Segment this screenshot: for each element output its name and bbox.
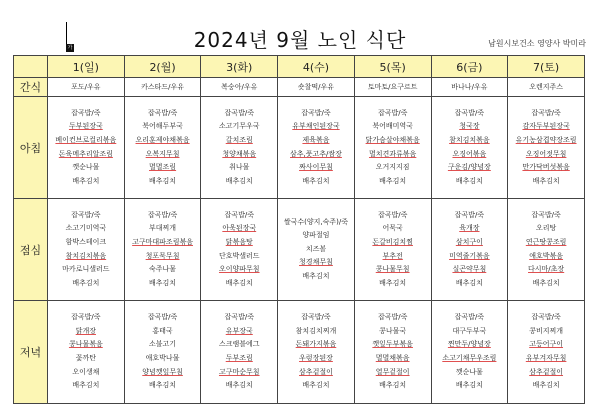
page-title: 2024년 9월 노인 식단 [193,28,407,52]
menu-item: 유기농삼겹약장조림 [515,136,577,145]
menu-item: 짜사이무침 [299,163,333,172]
meal-label: 점심 [14,199,48,301]
menu-item: 유부채인된장국 [292,122,340,131]
menu-item: 참치김치볶음 [449,136,490,145]
menu-item: 배추김치 [379,176,407,185]
menu-item: 구운김/양념장 [447,163,491,172]
day-header: 4(수) [278,56,355,78]
lunch-cell [48,199,125,301]
dinner-cell [354,301,431,404]
menu-item: 유부장국 [225,326,253,335]
menu-item: 배추김치 [302,271,330,280]
menu-item: 배추김치 [455,176,483,185]
menu-item: 배추김치 [379,381,407,390]
menu-item: 두부조림 [225,354,253,363]
meal-row-dinner [14,301,585,404]
menu-item: 실곤약무침 [452,265,487,274]
menu-item: 콩비지찌개 [529,326,564,335]
menu-item: 잡곡밥/죽 [377,210,408,219]
menu-item: 마카로니샐러드 [62,265,110,274]
meal-label: 간식 [14,78,48,97]
menu-item: 배추김치 [532,381,560,390]
menu-item: 스크램블에그 [218,340,260,349]
menu-item: 배추김치 [532,176,560,185]
menu-item: 북어배미역국 [372,122,413,131]
lunch-cell [124,199,201,301]
menu-item: 오이생채 [72,367,100,376]
menu-item: 배추김치 [225,381,253,390]
menu-item: 오리탕 [535,224,557,233]
menu-item: 콩나물국 [379,326,407,335]
menu-item: 제육볶음 [302,136,330,145]
lunch-cell [278,199,355,301]
snack-cell: 토마토/요구르트 [354,78,431,97]
menu-table [13,55,585,404]
menu-item: 잡곡밥/죽 [301,108,331,117]
menu-item: 멸멸조림 [149,163,177,172]
menu-item: 오리훈제야채볶음 [135,136,190,145]
menu-item: 깻순나물 [72,163,100,172]
menu-item: 청양채볶음 [222,149,257,158]
breakfast-cell [48,97,125,199]
menu-item: 참치김치찌개 [295,326,337,335]
menu-item: 참치김치볶음 [65,251,107,260]
menu-item: 대구두부국 [452,326,487,335]
dinner-cell [48,301,125,404]
menu-item: 잡곡밥/죽 [377,313,408,322]
dinner-cell [431,301,508,404]
menu-item: 잡곡밥/죽 [531,210,561,219]
menu-item: 잡곡밥/죽 [147,210,178,219]
menu-item: 잡곡밥/죽 [377,108,408,117]
day-header-row [14,56,585,78]
menu-item: 배추김치 [455,381,483,390]
dinner-cell [124,301,201,404]
menu-item: 배추김치 [302,176,330,185]
menu-item: 아욱된장국 [222,224,257,233]
day-header: 5(목) [354,56,431,78]
menu-item: 다시마/초장 [528,265,565,274]
snack-cell: 카스타드/우유 [124,78,201,97]
menu-item: 청경채무침 [299,258,333,267]
menu-item: 잡곡밥/죽 [224,313,254,322]
menu-item: 숙주나물 [149,265,177,274]
menu-item: 닭볶음탕 [225,237,253,246]
breakfast-cell [124,97,201,199]
menu-item: 오이양파무침 [218,265,260,274]
menu-item: 부추전 [382,251,403,260]
menu-item: 우렁장된장 [299,354,333,363]
menu-item: 북어해두부국 [142,122,183,131]
menu-item: 돈육메추리알조림 [58,149,113,158]
menu-item: 콩나물볶음 [68,340,103,349]
menu-item: 꽃까탄 [75,354,96,363]
menu-item: 미역줄기볶음 [449,251,490,260]
breakfast-cell [201,97,278,199]
menu-item: 어묵국 [382,224,403,233]
breakfast-cell [354,97,431,199]
menu-item: 삼추,풋고추/쌈장 [290,149,342,158]
menu-item: 청포묵무침 [145,251,180,260]
menu-item: 잡곡밥/죽 [531,313,561,322]
menu-item: 닭가슴살야채볶음 [365,136,420,145]
corner-cell [14,56,48,78]
dinner-cell [201,301,278,404]
menu-item: 잡곡밥/죽 [301,313,331,322]
menu-item: 양념깻잎무침 [142,367,183,376]
lunch-cell [354,199,431,301]
menu-item: 삼추겉절이 [529,367,564,376]
menu-item: 유부겨자무침 [525,354,567,363]
menu-item: 쌀국수(양지,숙주)/죽 [283,217,349,226]
menu-item: 배추김치 [379,278,407,287]
menu-item: 배추김치 [225,176,253,185]
day-header: 3(화) [201,56,278,78]
menu-item: 잡곡밥/죽 [531,108,561,117]
menu-item: 치즈볼 [305,244,327,253]
lunch-cell [508,199,585,301]
menu-item: 깻잎두부볶음 [372,340,413,349]
meal-row-snack [14,78,585,97]
menu-item: 오복지무침 [145,149,180,158]
menu-item: 잡곡밥/죽 [454,313,485,322]
menu-item: 홍태국 [152,326,173,335]
menu-item: 배추김치 [302,381,330,390]
day-header: 7(토) [508,56,585,78]
menu-item: 만가닥버섯볶음 [522,163,570,172]
lunch-cell [431,199,508,301]
menu-item: 애호박나물 [145,354,180,363]
menu-item: 잡곡밥/죽 [147,108,178,117]
menu-item: 열무겉절이 [375,367,410,376]
day-header: 2(월) [124,56,201,78]
menu-item: 잡곡밥/죽 [224,210,254,219]
menu-item: 양파절임 [302,231,330,240]
menu-item: 잡곡밥/죽 [454,210,485,219]
menu-item: 두부된장국 [68,122,103,131]
menu-item: 배추김치 [532,278,560,287]
menu-item: 콩나물무침 [375,265,410,274]
menu-item: 멸치견과류볶음 [368,149,417,158]
ime-indicator: 가 [67,45,73,51]
meal-row-breakfast [14,97,585,199]
menu-item: 찐만두/양념장 [447,340,491,349]
menu-item: 닭개장 [75,326,96,335]
snack-cell: 바나나/우유 [431,78,508,97]
day-header: 6(금) [431,56,508,78]
menu-item: 잡곡밥/죽 [71,210,101,219]
menu-item: 깻순나물 [455,367,483,376]
menu-item: 함박스테이크 [65,237,107,246]
menu-item: 배추김치 [455,278,483,287]
menu-item: 돈돼가지볶음 [295,340,337,349]
breakfast-cell [431,97,508,199]
meal-label: 저녁 [14,301,48,404]
dinner-cell [278,301,355,404]
menu-item: 삼치구이 [455,237,483,246]
menu-item: 육개장 [459,224,480,233]
menu-item: 소불고기 [149,340,177,349]
menu-item: 멸멸채볶음 [375,354,410,363]
snack-cell: 숏찰떡/우유 [278,78,355,97]
menu-item: 베이컨브로컬리볶음 [55,136,117,145]
menu-item: 배추김치 [149,381,177,390]
lunch-cell [201,199,278,301]
menu-item: 오징어젓무침 [525,149,567,158]
menu-item: 소고기채무우조림 [442,354,497,363]
breakfast-cell [508,97,585,199]
menu-item: 오거지지짐 [375,163,410,172]
menu-item: 고구마순무침 [218,367,260,376]
snack-cell: 오렌지주스 [508,78,585,97]
menu-item: 배추김치 [72,381,100,390]
menu-item: 단호박샐러드 [218,251,260,260]
menu-item: 청국장 [459,122,480,131]
menu-item: 부대찌개 [149,224,177,233]
menu-item: 배추김치 [225,278,253,287]
menu-item: 삼추겉절이 [299,367,333,376]
menu-item: 소고기미역국 [65,224,107,233]
meal-row-lunch [14,199,585,301]
menu-item: 갈치조림 [225,136,253,145]
snack-cell: 복숭아/우유 [201,78,278,97]
organization-label: 남원시보건소 영양사 박미라 [488,39,586,48]
menu-item: 소고기무우국 [218,122,260,131]
menu-item: 잡곡밥/죽 [454,108,485,117]
menu-item: 감자두부된장국 [522,122,570,131]
menu-item: 배추김치 [72,176,100,185]
menu-item: 배추김치 [72,278,100,287]
menu-item: 잡곡밥/죽 [71,108,101,117]
menu-item: 잡곡밥/죽 [224,108,254,117]
menu-item: 연근땅콩조림 [525,237,567,246]
menu-item: 고구마대파조림볶음 [132,237,193,246]
menu-item: 배추김치 [149,176,177,185]
menu-item: 취나물 [229,163,250,172]
menu-item: 오징어볶음 [452,149,487,158]
menu-item: 배추김치 [149,278,177,287]
menu-item: 애호박볶음 [529,251,564,260]
day-header: 1(일) [48,56,125,78]
dinner-cell [508,301,585,404]
menu-item: 고등어구이 [529,340,564,349]
snack-cell: 포도/우유 [48,78,125,97]
menu-item: 돈갈비김치찜 [372,237,413,246]
breakfast-cell [278,97,355,199]
menu-item: 잡곡밥/죽 [71,313,101,322]
menu-item: 잡곡밥/죽 [147,313,178,322]
meal-label: 아침 [14,97,48,199]
